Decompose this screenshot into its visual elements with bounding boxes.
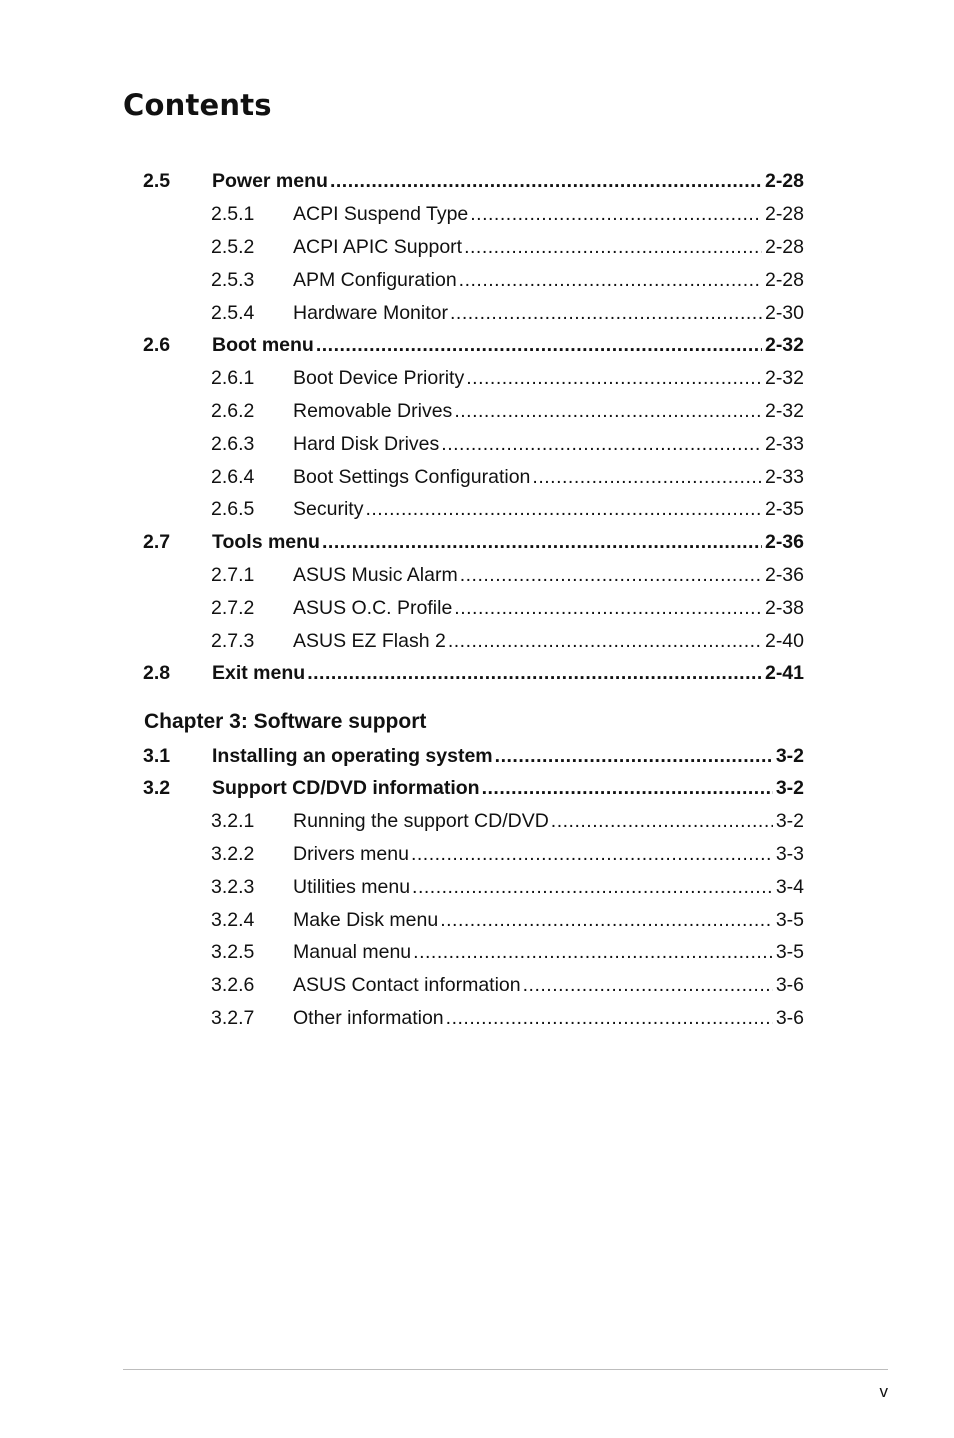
page-title: Contents: [123, 88, 272, 122]
dot-leader: [482, 775, 773, 801]
dot-leader: [532, 464, 762, 490]
toc-entry-page: 2-35: [764, 498, 804, 520]
toc-entry-page: 2-40: [764, 630, 804, 652]
toc-entry-number: 3.2.6: [211, 974, 255, 996]
page-number: v: [879, 1382, 888, 1401]
dot-leader: [459, 267, 762, 293]
toc-entry-2-5-1[interactable]: [211, 201, 804, 227]
toc-entry-label: Installing an operating system: [212, 745, 493, 767]
dot-leader: [448, 628, 762, 654]
toc-entry-number: 2.7.2: [211, 597, 255, 619]
chapter-heading: Chapter 3: Software support: [144, 710, 427, 733]
toc-entry-number: 2.6.3: [211, 433, 255, 455]
toc-entry-number: 2.5.1: [211, 203, 255, 225]
toc-entry-page: 2-38: [764, 597, 804, 619]
toc-entry-number: 2.5: [143, 170, 171, 192]
toc-entry-label: Drivers menu: [293, 843, 409, 865]
dot-leader: [495, 743, 773, 769]
toc-entry-label: Security: [293, 498, 364, 520]
dot-leader: [446, 1005, 773, 1031]
dot-leader: [470, 201, 762, 227]
toc-entry-page: 2-41: [764, 662, 804, 684]
toc-entry-2-5-3[interactable]: [211, 267, 804, 293]
toc-entry-number: 2.7.3: [211, 630, 255, 652]
toc-entry-label: ASUS Contact information: [293, 974, 521, 996]
toc-entry-number: 2.6.1: [211, 367, 255, 389]
dot-leader: [330, 168, 762, 194]
dot-leader: [316, 332, 762, 358]
dot-leader: [322, 529, 762, 555]
toc-entry-page: 2-28: [764, 236, 804, 258]
toc-entry-number: 2.6: [143, 334, 171, 356]
toc-entry-2-6-5[interactable]: [211, 496, 804, 522]
dot-leader: [450, 300, 762, 326]
toc-entry-3-2-2[interactable]: [211, 841, 804, 867]
toc-entry-page: 2-28: [764, 170, 804, 192]
toc-entry-number: 3.2.1: [211, 810, 255, 832]
toc-entry-page: 2-33: [764, 466, 804, 488]
toc-entry-label: Hardware Monitor: [293, 302, 448, 324]
toc-entry-2-7[interactable]: [143, 529, 804, 555]
toc-entry-label: Removable Drives: [293, 400, 453, 422]
toc-entry-2-6-4[interactable]: [211, 464, 804, 490]
toc-entry-number: 3.2.7: [211, 1007, 255, 1029]
toc-entry-page: 3-5: [775, 941, 804, 963]
dot-leader: [411, 841, 773, 867]
toc-entry-page: 2-30: [764, 302, 804, 324]
toc-entry-label: ACPI Suspend Type: [293, 203, 469, 225]
dot-leader: [440, 907, 773, 933]
toc-entry-label: Boot menu: [212, 334, 314, 356]
toc-entry-number: 2.6.5: [211, 498, 255, 520]
toc-entry-label: Other information: [293, 1007, 444, 1029]
toc-entry-page: 2-32: [764, 367, 804, 389]
toc-entry-3-2-4[interactable]: [211, 907, 804, 933]
toc-entry-2-6-1[interactable]: [211, 365, 804, 391]
toc-entry-label: Make Disk menu: [293, 909, 439, 931]
toc-entry-number: 3.2.3: [211, 876, 255, 898]
toc-entry-label: Power menu: [212, 170, 328, 192]
toc-entry-number: 2.7.1: [211, 564, 255, 586]
toc-entry-number: 2.5.3: [211, 269, 255, 291]
toc-entry-number: 2.5.2: [211, 236, 255, 258]
toc-entry-2-5-4[interactable]: [211, 300, 804, 326]
toc-entry-2-8[interactable]: [143, 660, 804, 686]
toc-entry-2-7-1[interactable]: [211, 562, 804, 588]
dot-leader: [454, 595, 762, 621]
dot-leader: [441, 431, 762, 457]
toc-entry-page: 2-36: [764, 564, 804, 586]
toc-entry-label: Tools menu: [212, 531, 320, 553]
toc-entry-page: 2-28: [764, 203, 804, 225]
toc-entry-number: 3.2: [143, 777, 171, 799]
toc-entry-3-2-7[interactable]: [211, 1005, 804, 1031]
toc-entry-number: 3.2.2: [211, 843, 255, 865]
toc-entry-label: Exit menu: [212, 662, 306, 684]
toc-entry-number: 2.6.2: [211, 400, 255, 422]
toc-entry-label: Utilities menu: [293, 876, 411, 898]
dot-leader: [454, 398, 762, 424]
footer-divider: [123, 1369, 888, 1370]
toc-entry-page: 3-2: [775, 810, 804, 832]
toc-entry-label: ACPI APIC Support: [293, 236, 463, 258]
dot-leader: [412, 874, 773, 900]
toc-entry-page: 3-3: [775, 843, 804, 865]
toc-entry-page: 2-36: [764, 531, 804, 553]
toc-entry-page: 3-2: [775, 745, 804, 767]
dot-leader: [464, 234, 762, 260]
toc-entry-3-2-1[interactable]: [211, 808, 804, 834]
toc-entry-number: 2.8: [143, 662, 171, 684]
toc-entry-label: Manual menu: [293, 941, 412, 963]
dot-leader: [413, 939, 773, 965]
toc-entry-2-7-2[interactable]: [211, 595, 804, 621]
dot-leader: [523, 972, 773, 998]
toc-entry-label: Running the support CD/DVD: [293, 810, 549, 832]
dot-leader: [460, 562, 762, 588]
toc-entry-page: 2-32: [764, 334, 804, 356]
toc-entry-2-5-2[interactable]: [211, 234, 804, 260]
dot-leader: [365, 496, 762, 522]
dot-leader: [551, 808, 773, 834]
toc-entry-page: 3-6: [775, 1007, 804, 1029]
dot-leader: [466, 365, 762, 391]
toc-entry-page: 3-2: [775, 777, 804, 799]
toc-entry-3-2[interactable]: [143, 775, 804, 801]
toc-entry-2-6[interactable]: [143, 332, 804, 358]
toc-entry-page: 3-6: [775, 974, 804, 996]
toc-entry-label: Hard Disk Drives: [293, 433, 440, 455]
toc-entry-page: 2-28: [764, 269, 804, 291]
toc-entry-2-6-2[interactable]: [211, 398, 804, 424]
toc-entry-number: 3.2.5: [211, 941, 255, 963]
toc-entry-label: ASUS Music Alarm: [293, 564, 458, 586]
toc-entry-2-7-3[interactable]: [211, 628, 804, 654]
dot-leader: [307, 660, 762, 686]
toc-entry-2-6-3[interactable]: [211, 431, 804, 457]
toc-entry-2-5[interactable]: [143, 168, 804, 194]
toc-entry-page: 2-33: [764, 433, 804, 455]
toc-entry-page: 3-4: [775, 876, 804, 898]
toc-entry-label: Boot Device Priority: [293, 367, 465, 389]
toc-entry-number: 3.2.4: [211, 909, 255, 931]
toc-entry-label: APM Configuration: [293, 269, 457, 291]
toc-entry-label: Boot Settings Configuration: [293, 466, 531, 488]
toc-entry-3-2-3[interactable]: [211, 874, 804, 900]
toc-entry-number: 2.5.4: [211, 302, 255, 324]
toc-entry-label: ASUS O.C. Profile: [293, 597, 453, 619]
toc-entry-3-1[interactable]: [143, 743, 804, 769]
toc-entry-label: ASUS EZ Flash 2: [293, 630, 446, 652]
toc-entry-label: Support CD/DVD information: [212, 777, 480, 799]
toc-entry-page: 2-32: [764, 400, 804, 422]
toc-entry-page: 3-5: [775, 909, 804, 931]
toc-entry-3-2-5[interactable]: [211, 939, 804, 965]
toc-entry-number: 2.6.4: [211, 466, 255, 488]
toc-entry-number: 2.7: [143, 531, 171, 553]
toc-entry-3-2-6[interactable]: [211, 972, 804, 998]
toc-entry-number: 3.1: [143, 745, 171, 767]
